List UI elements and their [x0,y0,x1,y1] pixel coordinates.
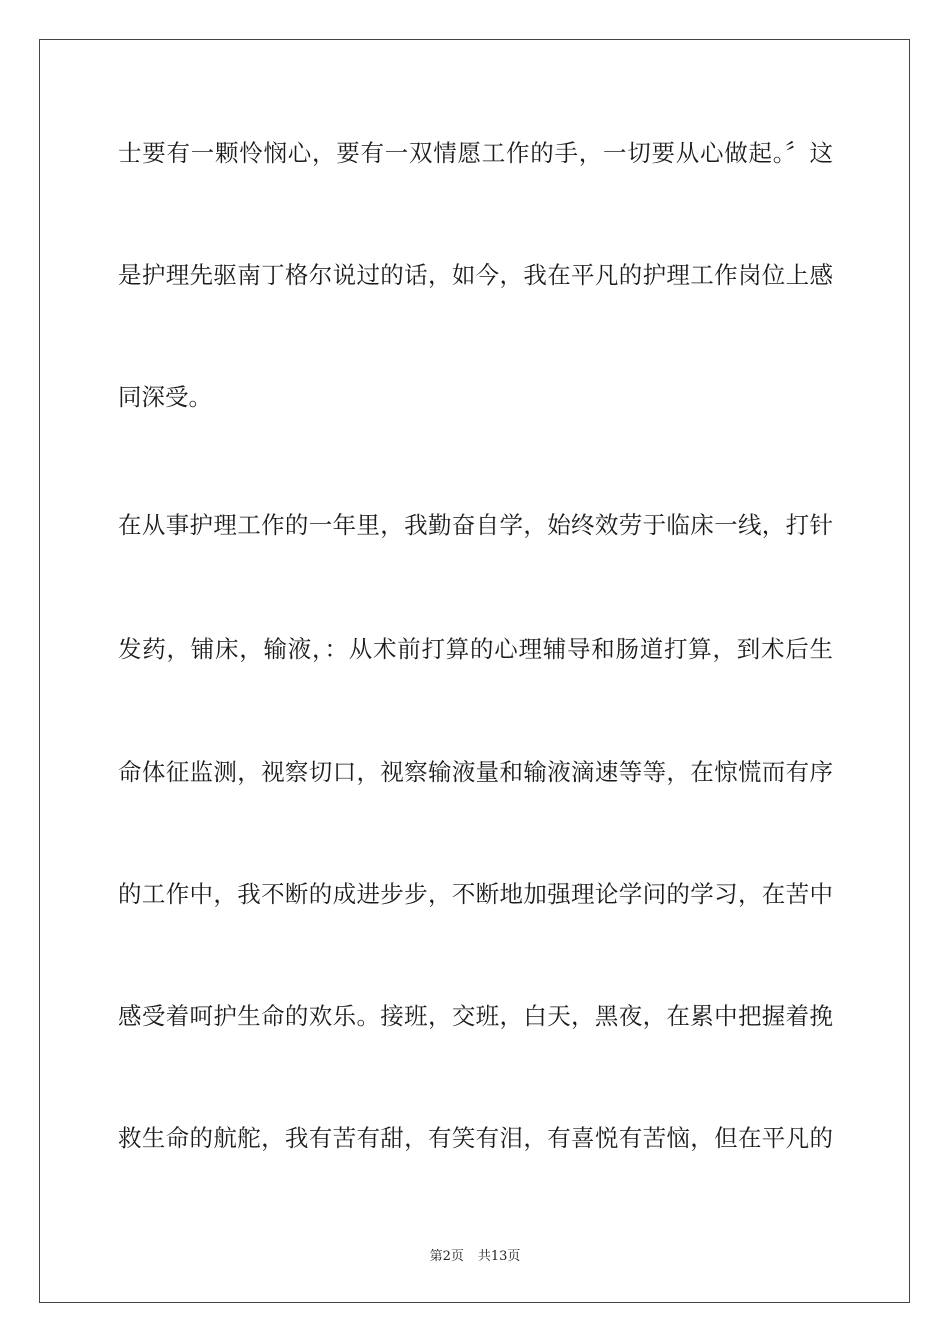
body-text-line: 士要有一颗怜悯心，要有一双情愿工作的手，一切要从心做起。〞这 [118,139,833,167]
body-text-line: 是护理先驱南丁格尔说过的话，如今，我在平凡的护理工作岗位上感 [118,261,833,289]
body-text-line: 同深受。 [118,383,212,411]
body-text-line: 感受着呵护生命的欢乐。接班，交班，白天，黑夜，在累中把握着挽 [118,1002,833,1030]
body-text-line: 救生命的航舵，我有苦有甜，有笑有泪，有喜悦有苦恼，但在平凡的 [118,1124,833,1152]
body-text-line: 发药，铺床，输液，：从术前打算的心理辅导和肠道打算，到术后生 [118,635,833,663]
body-text-line: 在从事护理工作的一年里，我勤奋自学，始终效劳于临床一线，打针 [118,511,833,539]
page-border [39,39,910,1303]
page-number: 第2页 [429,1249,464,1264]
page-footer [0,1248,950,1266]
page-total: 共13页 [477,1249,521,1264]
body-text-line: 命体征监测，视察切口，视察输液量和输液滴速等等，在惊慌而有序 [118,758,833,786]
body-text-line: 的工作中，我不断的成进步步，不断地加强理论学问的学习，在苦中 [118,880,833,908]
